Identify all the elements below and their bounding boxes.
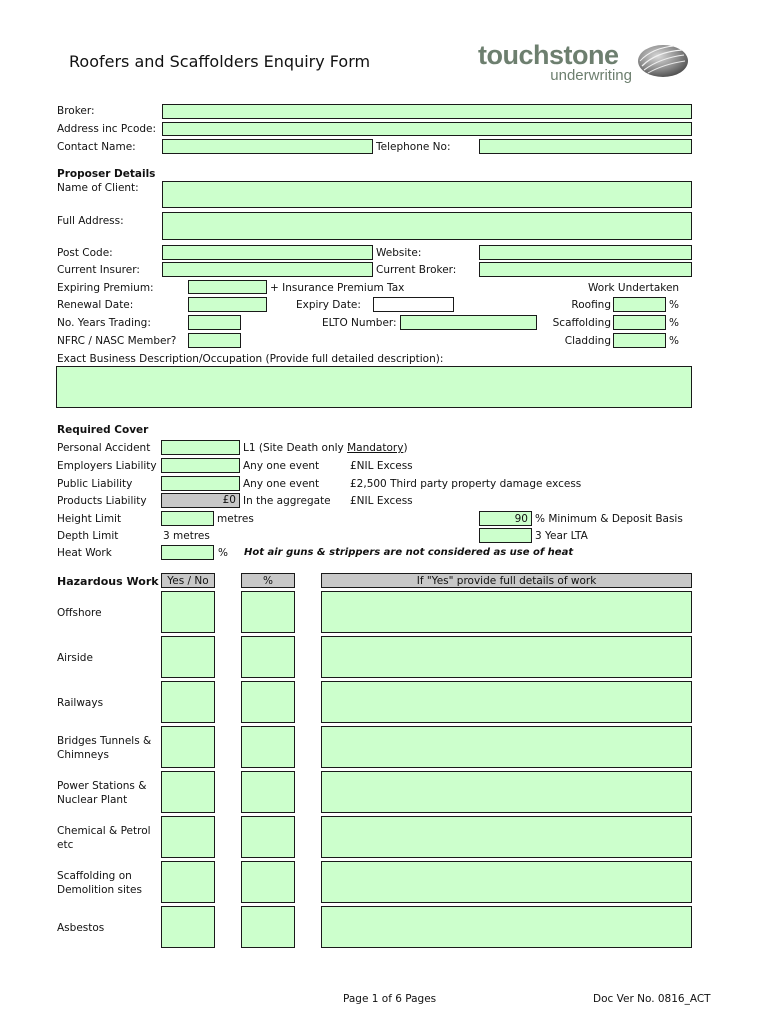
client-name-field[interactable] [162, 181, 692, 208]
hazard-yes-no-field[interactable] [161, 591, 215, 633]
hazard-row-label [57, 779, 146, 807]
roofing-pct-sign: % [669, 299, 679, 311]
depth-limit-value: 3 metres [163, 530, 210, 542]
nfrc-nasc-field[interactable] [188, 333, 241, 348]
min-deposit-field[interactable] [479, 511, 532, 526]
hazard-yes-no-field[interactable] [161, 816, 215, 858]
page-title: Roofers and Scaffolders Enquiry Form [69, 52, 371, 71]
website-label: Website: [376, 247, 422, 259]
website-field[interactable] [479, 245, 692, 260]
contact-name-label: Contact Name: [57, 141, 136, 153]
scaffolding-pct-field[interactable] [613, 315, 666, 330]
broker-label: Broker: [57, 105, 95, 117]
logo-sub-text: underwriting [550, 67, 632, 84]
work-undertaken-label: Work Undertaken [588, 282, 680, 294]
hazard-details-field[interactable] [321, 771, 692, 813]
post-code-label: Post Code: [57, 247, 113, 259]
hazard-details-field[interactable] [321, 636, 692, 678]
business-description-field[interactable] [56, 366, 692, 408]
current-insurer-field[interactable] [162, 262, 373, 277]
details-column-header: If "Yes" provide full details of work [321, 573, 692, 588]
products-excess: £NIL Excess [350, 495, 413, 507]
personal-accident-field[interactable] [161, 440, 240, 455]
lta-field[interactable] [479, 528, 532, 543]
hazard-yes-no-field[interactable] [161, 681, 215, 723]
telephone-field[interactable] [479, 139, 692, 154]
hazard-row-label-line1: Power Stations & [57, 780, 147, 792]
scaffolding-pct-sign: % [669, 317, 679, 329]
scaffolding-label: Scaffolding [552, 317, 611, 329]
hazard-yes-no-field[interactable] [161, 771, 215, 813]
lta-label: 3 Year LTA [535, 530, 588, 542]
hazard-details-field[interactable] [321, 726, 692, 768]
current-insurer-label: Current Insurer: [57, 264, 140, 276]
telephone-label: Telephone No: [376, 141, 451, 153]
hazard-row-label [57, 651, 93, 665]
client-name-label: Name of Client: [57, 182, 139, 194]
years-trading-label: No. Years Trading: [57, 317, 151, 329]
renewal-date-field[interactable] [188, 297, 267, 312]
doc-version: Doc Ver No. 0816_ACT [593, 993, 711, 1005]
hazard-details-field[interactable] [321, 681, 692, 723]
personal-accident-label: Personal Accident [57, 442, 151, 454]
hazard-details-field[interactable] [321, 861, 692, 903]
height-metres-label: metres [217, 513, 254, 525]
expiry-date-label: Expiry Date: [296, 299, 361, 311]
cladding-pct-field[interactable] [613, 333, 666, 348]
products-liability-label: Products Liability [57, 495, 147, 507]
hazard-yes-no-field[interactable] [161, 861, 215, 903]
el-excess: £NIL Excess [350, 460, 413, 472]
depth-limit-label: Depth Limit [57, 530, 119, 542]
heat-work-pct-sign: % [218, 547, 228, 559]
nfrc-nasc-label: NFRC / NASC Member? [57, 335, 177, 347]
hazard-row-label [57, 921, 104, 935]
pebble-icon [636, 42, 690, 80]
min-deposit-label: % Minimum & Deposit Basis [535, 513, 683, 525]
business-description-label: Exact Business Description/Occupation (Provide full detailed description): [57, 353, 444, 365]
touchstone-logo [478, 42, 638, 83]
expiring-premium-field[interactable] [188, 280, 267, 294]
hazard-pct-field[interactable] [241, 591, 295, 633]
hazard-yes-no-field[interactable] [161, 636, 215, 678]
heat-work-field[interactable] [161, 545, 214, 560]
renewal-date-label: Renewal Date: [57, 299, 134, 311]
hazard-pct-field[interactable] [241, 906, 295, 948]
heat-work-label: Heat Work [57, 547, 112, 559]
hazard-row-label-line1: Scaffolding on [57, 870, 132, 882]
employers-liability-label: Employers Liability [57, 460, 157, 472]
hazard-details-field[interactable] [321, 906, 692, 948]
personal-accident-note: L1 (Site Death only Mandatory) [243, 442, 408, 454]
hazard-pct-field[interactable] [241, 681, 295, 723]
hazard-row-label-line1: Airside [57, 652, 93, 664]
heat-work-note: Hot air guns & strippers are not considered as use of heat [244, 547, 574, 558]
current-broker-label: Current Broker: [376, 264, 457, 276]
hazard-row-label-line1: Railways [57, 697, 104, 709]
contact-name-field[interactable] [162, 139, 373, 154]
height-limit-field[interactable] [161, 511, 214, 526]
hazard-row-label-line1: Offshore [57, 607, 102, 619]
roofing-label: Roofing [571, 299, 611, 311]
cladding-pct-sign: % [669, 335, 679, 347]
min-deposit-value: 90 [514, 513, 528, 525]
expiry-date-field[interactable] [373, 297, 454, 312]
hazard-row-label [57, 696, 103, 710]
logo-main-text: touchstone [478, 40, 619, 70]
hazard-row-label-line2: etc [57, 839, 74, 851]
public-liability-label: Public Liability [57, 478, 133, 490]
hazard-details-field[interactable] [321, 591, 692, 633]
hazard-pct-field[interactable] [241, 726, 295, 768]
full-address-label: Full Address: [57, 215, 124, 227]
roofing-pct-field[interactable] [613, 297, 666, 312]
elto-number-label: ELTO Number: [322, 317, 397, 329]
address-field[interactable] [162, 122, 692, 136]
ipt-label: + Insurance Premium Tax [270, 282, 405, 294]
expiring-premium-label: Expiring Premium: [57, 282, 154, 294]
el-any-one-event: Any one event [243, 460, 320, 472]
hazard-row-label [57, 869, 142, 897]
hazard-row-label [57, 824, 151, 852]
hazardous-work-heading: Hazardous Work [57, 575, 159, 588]
hazard-details-field[interactable] [321, 816, 692, 858]
current-broker-field[interactable] [479, 262, 692, 277]
hazard-row-label [57, 606, 102, 620]
yes-no-column-header: Yes / No [161, 573, 215, 588]
pl-excess: £2,500 Third party property damage excess [350, 478, 582, 490]
hazard-row-label-line2: Demolition sites [57, 884, 142, 896]
pct-column-header: % [241, 573, 295, 588]
hazard-pct-field[interactable] [241, 771, 295, 813]
hazard-pct-field[interactable] [241, 861, 295, 903]
hazard-pct-field[interactable] [241, 636, 295, 678]
proposer-heading: Proposer Details [57, 168, 156, 180]
height-limit-label: Height Limit [57, 513, 122, 525]
hazard-row-label-line1: Bridges Tunnels & [57, 735, 152, 747]
elto-number-field[interactable] [400, 315, 537, 330]
mandatory-text: Mandatory [347, 442, 404, 454]
hazard-pct-field[interactable] [241, 816, 295, 858]
hazard-yes-no-field[interactable] [161, 906, 215, 948]
broker-field[interactable] [162, 104, 692, 119]
required-cover-heading: Required Cover [57, 424, 149, 436]
hazard-row-label-line1: Chemical & Petrol [57, 825, 151, 837]
hazard-row-label-line2: Chimneys [57, 749, 109, 761]
hazard-row-label-line1: Asbestos [57, 922, 105, 934]
pl-any-one-event: Any one event [243, 478, 320, 490]
address-label: Address inc Pcode: [57, 123, 157, 135]
products-aggregate: In the aggregate [243, 495, 331, 507]
cladding-label: Cladding [564, 335, 611, 347]
public-liability-field[interactable] [161, 476, 240, 491]
hazard-yes-no-field[interactable] [161, 726, 215, 768]
hazard-row-label [57, 734, 151, 762]
hazard-row-label-line2: Nuclear Plant [57, 794, 128, 806]
employers-liability-field[interactable] [161, 458, 240, 473]
years-trading-field[interactable] [188, 315, 241, 330]
full-address-field[interactable] [162, 212, 692, 240]
products-liability-value: £0 [161, 493, 240, 508]
post-code-field[interactable] [162, 245, 373, 260]
page-number: Page 1 of 6 Pages [343, 993, 437, 1005]
